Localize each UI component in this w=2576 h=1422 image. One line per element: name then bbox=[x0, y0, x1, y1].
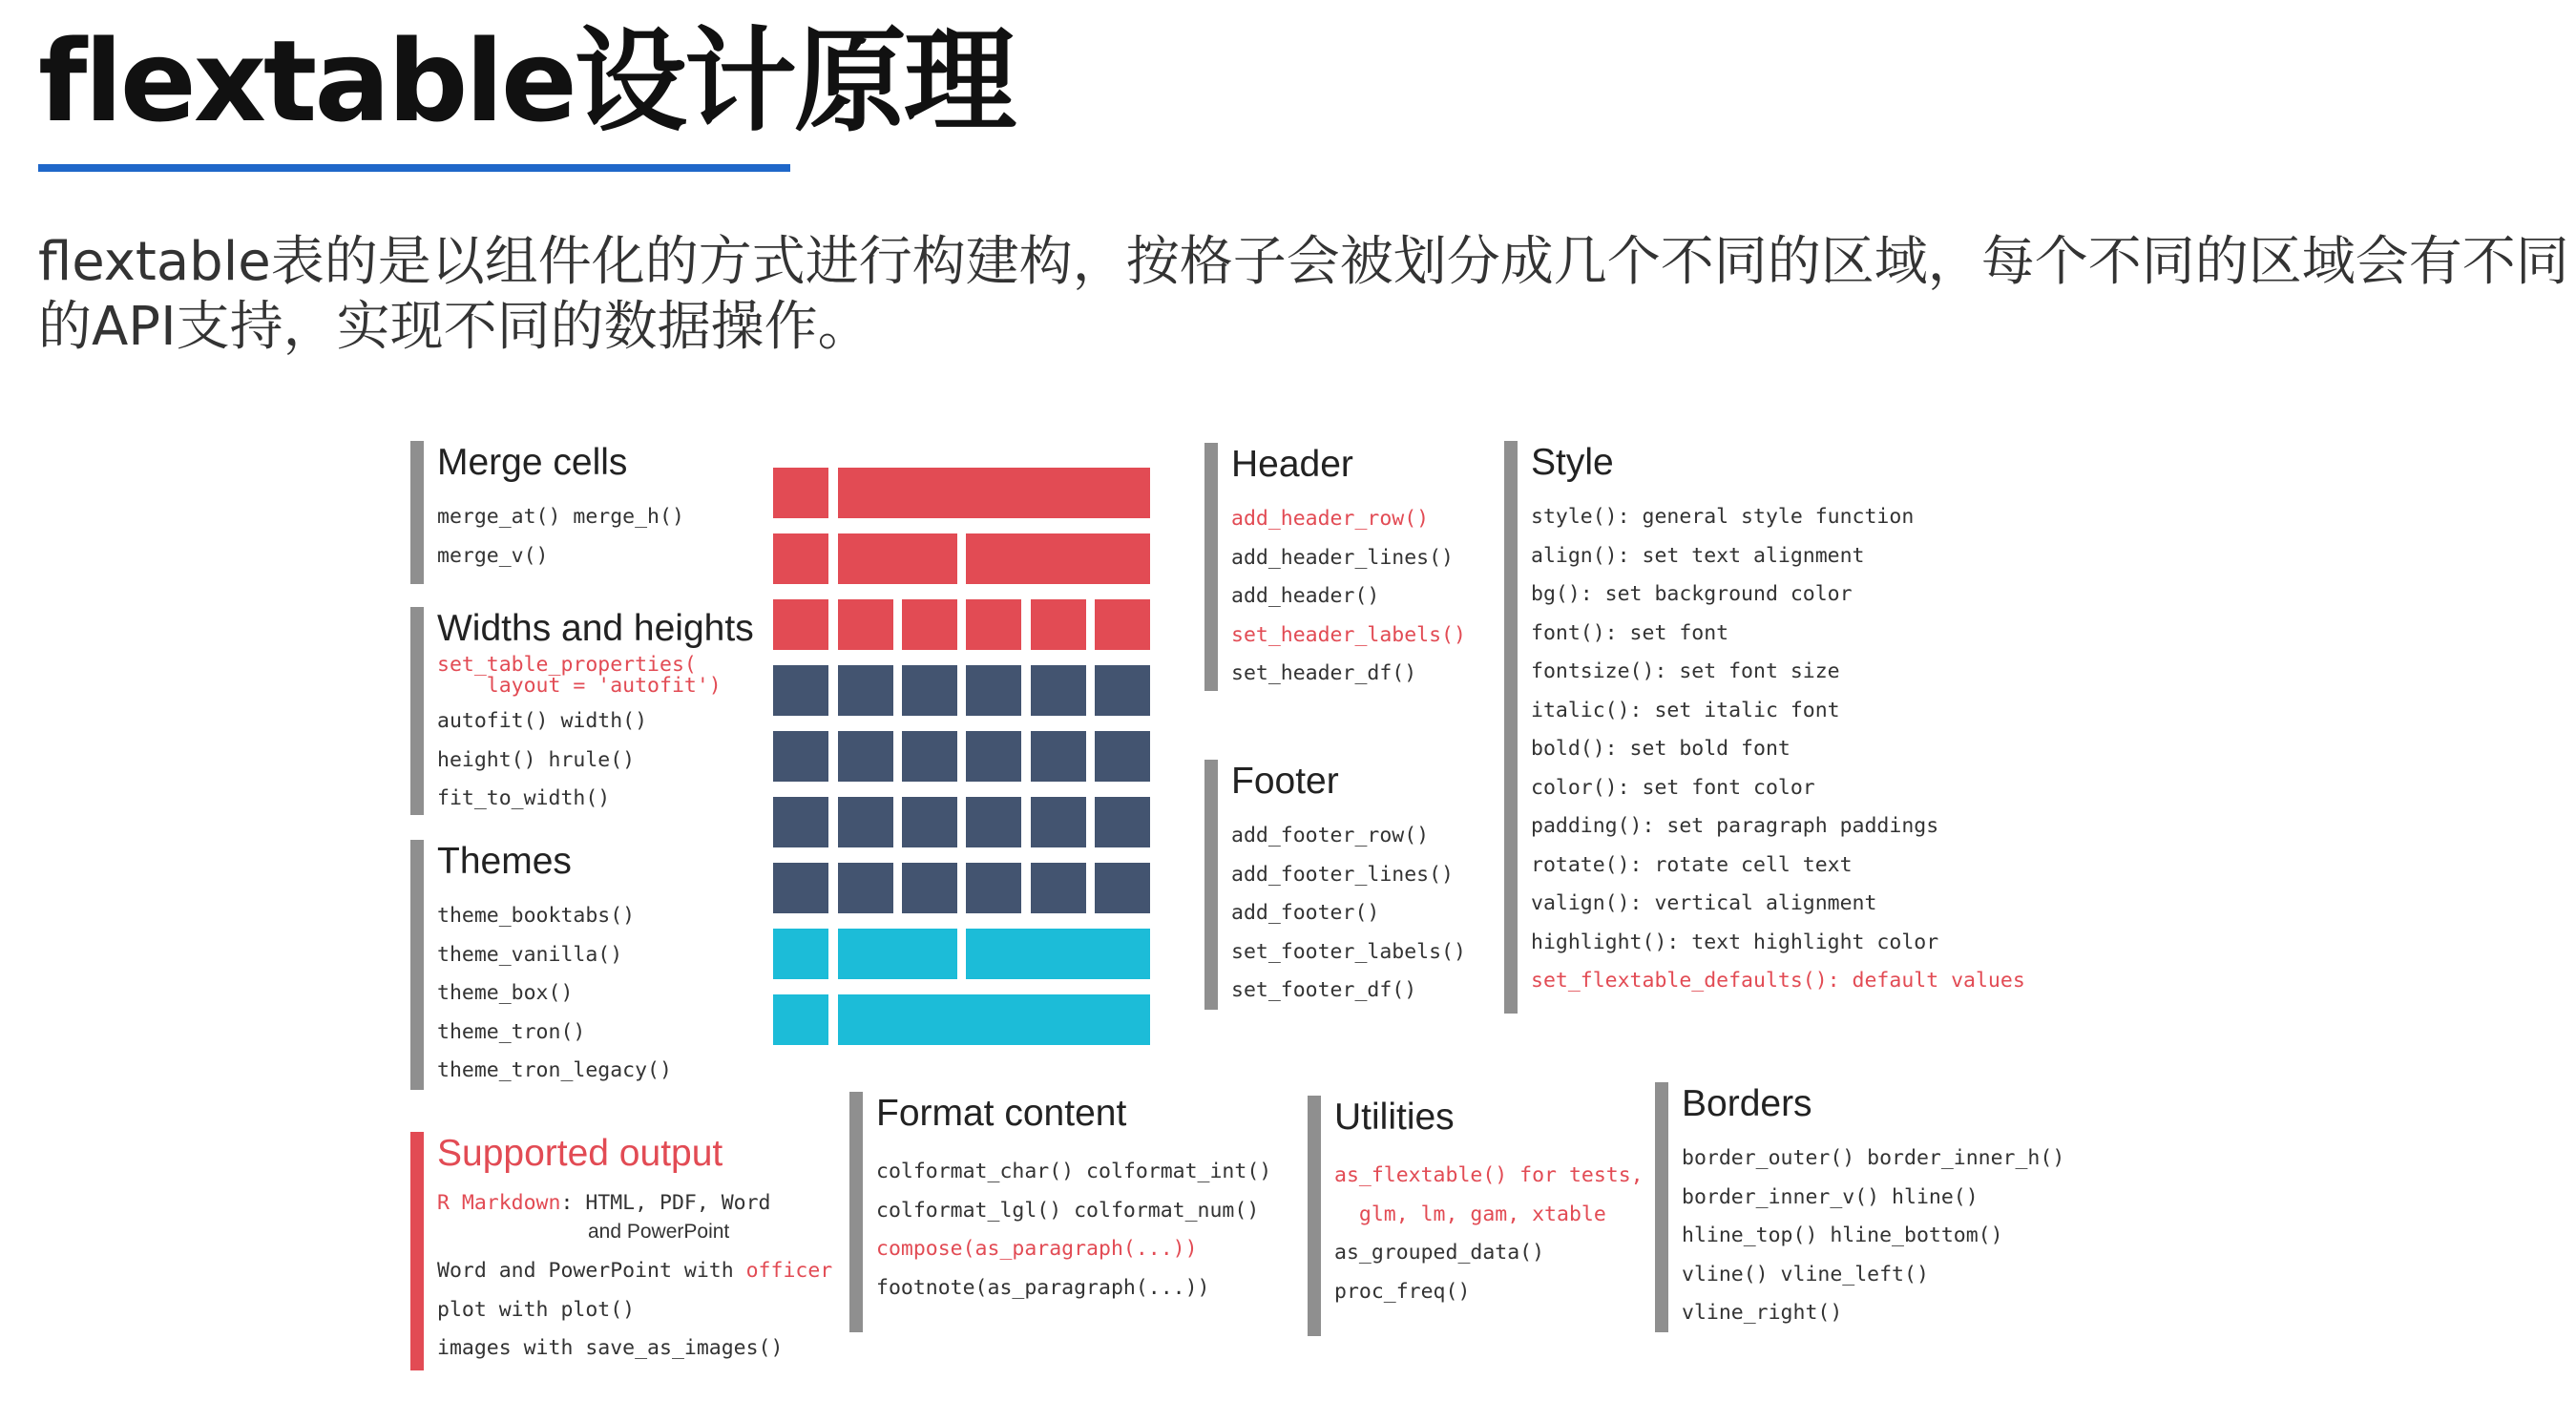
widths-heights-section bbox=[410, 607, 754, 815]
utilities-red-line-2: glm, lm, gam, xtable bbox=[1334, 1202, 1606, 1226]
header-item: add_header_row() bbox=[1231, 507, 1430, 531]
header-cell bbox=[966, 599, 1021, 650]
style-item: italic(): set italic font bbox=[1531, 698, 1840, 722]
format-content-item: colformat_lgl() colformat_num() bbox=[876, 1198, 1260, 1223]
borders-item: vline_right() bbox=[1682, 1301, 1843, 1325]
body-cell bbox=[1095, 797, 1150, 847]
merge-cells-section bbox=[410, 441, 684, 584]
body-cell bbox=[1031, 797, 1086, 847]
footer-cell bbox=[773, 929, 828, 979]
supported-output-item: images with save_as_images() bbox=[437, 1336, 784, 1360]
merge-cells-item: merge_at() merge_h() bbox=[437, 505, 684, 529]
themes-item: theme_tron() bbox=[437, 1019, 586, 1044]
style-item: bold(): set bold font bbox=[1531, 737, 1791, 761]
footer-item: set_footer_df() bbox=[1231, 978, 1417, 1002]
header-item: set_header_df() bbox=[1231, 661, 1417, 685]
table-structure-diagram bbox=[773, 468, 1155, 1040]
themes-item: theme_booktabs() bbox=[437, 904, 636, 928]
utilities-section bbox=[1308, 1096, 1644, 1336]
intro-text-line-2: 的API支持，实现不同的数据操作。 bbox=[38, 296, 871, 358]
footer-section bbox=[1204, 760, 1466, 1010]
body-cell bbox=[902, 665, 957, 716]
format-content-item: colformat_char() colformat_int() bbox=[876, 1160, 1272, 1183]
style-title: Style bbox=[1531, 442, 1614, 483]
header-cell bbox=[838, 468, 1150, 518]
body-cell bbox=[1095, 731, 1150, 782]
format-content-compose: compose(as_paragraph(...)) bbox=[876, 1237, 1198, 1261]
supported-output-section bbox=[410, 1132, 832, 1370]
body-cell bbox=[966, 731, 1021, 782]
themes-item: theme_box() bbox=[437, 981, 574, 1005]
header-cell bbox=[966, 533, 1150, 584]
widths-heights-item: height() hrule() bbox=[437, 747, 636, 772]
header-title: Header bbox=[1231, 444, 1353, 485]
utilities-red-line-1: as_flextable() for tests, bbox=[1334, 1163, 1644, 1187]
header-cell bbox=[1095, 599, 1150, 650]
footer-cell bbox=[966, 929, 1150, 979]
borders-item: border_inner_v() hline() bbox=[1682, 1184, 1979, 1209]
header-cell bbox=[773, 533, 828, 584]
body-cell bbox=[1031, 665, 1086, 716]
body-cell bbox=[838, 665, 893, 716]
body-cell bbox=[838, 797, 893, 847]
supported-output-title: Supported output bbox=[437, 1133, 723, 1174]
header-cell bbox=[1031, 599, 1086, 650]
style-item: color(): set font color bbox=[1531, 775, 1815, 800]
header-cell bbox=[902, 599, 957, 650]
body-cell bbox=[773, 731, 828, 782]
footer-cell bbox=[838, 994, 1150, 1045]
body-cell bbox=[773, 797, 828, 847]
body-cell bbox=[902, 731, 957, 782]
supported-output-rmd bbox=[437, 1189, 832, 1218]
style-defaults-item: set_flextable_defaults(): default values bbox=[1531, 969, 2025, 993]
widths-heights-item: autofit() width() bbox=[437, 709, 648, 733]
body-cell bbox=[1095, 665, 1150, 716]
footer-item: add_footer() bbox=[1231, 901, 1380, 925]
widths-heights-item: fit_to_width() bbox=[437, 786, 611, 810]
widths-heights-title: Widths and heights bbox=[437, 608, 754, 649]
body-cell bbox=[902, 863, 957, 913]
rmd-formats: : HTML, PDF, Word bbox=[560, 1191, 771, 1215]
supported-output-word bbox=[437, 1252, 832, 1291]
page-title: flextable设计原理 bbox=[38, 15, 1014, 147]
body-cell bbox=[966, 665, 1021, 716]
style-item: font(): set font bbox=[1531, 620, 1729, 645]
footer-item: set_footer_labels() bbox=[1231, 939, 1466, 964]
widths-heights-red-line-2: layout = 'autofit') bbox=[437, 674, 722, 698]
style-item: bg(): set background color bbox=[1531, 582, 1853, 606]
themes-item: theme_vanilla() bbox=[437, 942, 623, 967]
word-text: Word and PowerPoint with bbox=[437, 1259, 746, 1283]
body-cell bbox=[1095, 863, 1150, 913]
supported-output-item: plot with plot() bbox=[437, 1297, 636, 1322]
merge-cells-title: Merge cells bbox=[437, 442, 628, 483]
rmd-formats-line-2: and PowerPoint bbox=[588, 1221, 730, 1243]
themes-section bbox=[410, 840, 672, 1090]
utilities-title: Utilities bbox=[1334, 1097, 1455, 1138]
rmd-label: R Markdown bbox=[437, 1191, 561, 1215]
body-cell bbox=[773, 665, 828, 716]
style-item: fontsize(): set font size bbox=[1531, 659, 1840, 683]
header-cell bbox=[838, 533, 957, 584]
intro-text-line-1: flextable表的是以组件化的方式进行构建构，按格子会被划分成几个不同的区域，每个不同的区域会有不同 bbox=[38, 231, 2569, 293]
borders-title: Borders bbox=[1682, 1083, 1812, 1124]
style-item: valign(): vertical alignment bbox=[1531, 891, 1877, 915]
borders-item: hline_top() hline_bottom() bbox=[1682, 1223, 2003, 1247]
style-item: style(): general style function bbox=[1531, 505, 1915, 529]
body-cell bbox=[838, 731, 893, 782]
footer-title: Footer bbox=[1231, 761, 1339, 802]
widths-heights-red-line-1: set_table_properties( bbox=[437, 653, 697, 677]
header-item: add_header() bbox=[1231, 584, 1380, 608]
header-cell bbox=[773, 468, 828, 518]
themes-item: theme_tron_legacy() bbox=[437, 1058, 672, 1082]
footer-cell bbox=[773, 994, 828, 1045]
header-cell bbox=[838, 599, 893, 650]
header-cell bbox=[773, 599, 828, 650]
style-item: padding(): set paragraph paddings bbox=[1531, 814, 1939, 838]
body-cell bbox=[838, 863, 893, 913]
officer-package: officer bbox=[745, 1259, 833, 1283]
body-cell bbox=[902, 797, 957, 847]
body-cell bbox=[1031, 863, 1086, 913]
borders-item: border_outer() border_inner_h() bbox=[1682, 1146, 2065, 1170]
title-underline bbox=[38, 164, 790, 172]
style-item: rotate(): rotate cell text bbox=[1531, 852, 1853, 877]
style-item: align(): set text alignment bbox=[1531, 543, 1865, 568]
header-item: add_header_lines() bbox=[1231, 545, 1454, 570]
format-content-title: Format content bbox=[876, 1093, 1127, 1134]
format-content-item: footnote(as_paragraph(...)) bbox=[876, 1275, 1210, 1300]
body-cell bbox=[773, 863, 828, 913]
utilities-item: proc_freq() bbox=[1334, 1279, 1471, 1304]
footer-item: add_footer_lines() bbox=[1231, 862, 1454, 887]
header-section bbox=[1204, 443, 1466, 691]
footer-cell bbox=[838, 929, 957, 979]
header-item: set_header_labels() bbox=[1231, 622, 1466, 647]
body-cell bbox=[1031, 731, 1086, 782]
body-cell bbox=[966, 863, 1021, 913]
format-content-section bbox=[849, 1092, 1271, 1332]
utilities-item: as_grouped_data() bbox=[1334, 1241, 1545, 1265]
body-cell bbox=[966, 797, 1021, 847]
borders-section bbox=[1655, 1082, 2064, 1332]
merge-cells-item: merge_v() bbox=[437, 543, 549, 568]
themes-title: Themes bbox=[437, 841, 572, 882]
borders-item: vline() vline_left() bbox=[1682, 1262, 1929, 1286]
footer-item: add_footer_row() bbox=[1231, 824, 1430, 847]
style-item: highlight(): text highlight color bbox=[1531, 930, 1939, 954]
style-section bbox=[1504, 441, 2025, 1014]
